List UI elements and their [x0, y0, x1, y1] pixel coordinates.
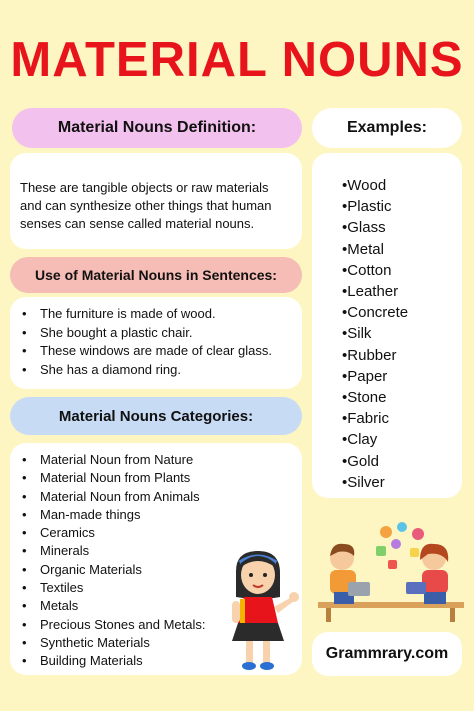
category-item: • Synthetic Materials: [18, 634, 294, 652]
use-item: • She bought a plastic chair.: [18, 324, 294, 343]
category-item: • Metals: [18, 597, 294, 615]
example-item: • Concrete: [342, 302, 462, 323]
category-item: • Material Noun from Animals: [18, 488, 294, 506]
definition-text: These are tangible objects or raw materials and can synthesize other things that human senses can sense called material nouns.: [20, 180, 272, 231]
category-item: • Building Materials: [18, 652, 294, 670]
use-item: • These windows are made of clear glass.: [18, 342, 294, 361]
category-item: • Ceramics: [18, 524, 294, 542]
girl-waving-illustration: [218, 545, 302, 673]
example-item: • Fabric: [342, 408, 462, 429]
example-item: • Rubber: [342, 345, 462, 366]
brand-name: Grammrary.com: [325, 645, 449, 662]
category-item: • Precious Stones and Metals:: [18, 616, 294, 634]
use-item: • She has a diamond ring.: [18, 361, 294, 380]
example-item: • Silver: [342, 472, 462, 493]
use-item: • The furniture is made of wood.: [18, 305, 294, 324]
example-item: • Stone: [342, 387, 462, 408]
example-item: • Silk: [342, 323, 462, 344]
use-heading: Use of Material Nouns in Sentences:: [10, 257, 302, 293]
example-item: • Cotton: [342, 260, 462, 281]
definition-heading: Material Nouns Definition:: [12, 108, 302, 148]
category-item: • Minerals: [18, 542, 294, 560]
example-item: • Glass: [342, 217, 462, 238]
category-item: • Man-made things: [18, 506, 294, 524]
example-item: • Gold: [342, 451, 462, 472]
page-title: MATERIAL NOUNS: [10, 33, 464, 87]
use-card: [10, 297, 302, 389]
example-item: • Wood: [342, 175, 462, 196]
category-item: • Material Noun from Plants: [18, 469, 294, 487]
example-item: • Clay: [342, 429, 462, 450]
examples-heading: Examples:: [312, 108, 462, 148]
categories-heading: Material Nouns Categories:: [10, 397, 302, 435]
category-item: • Organic Materials: [18, 561, 294, 579]
category-item: • Material Noun from Nature: [18, 451, 294, 469]
definition-card: [10, 153, 302, 249]
example-item: • Metal: [342, 239, 462, 260]
examples-card: [312, 153, 462, 498]
category-item: • Textiles: [18, 579, 294, 597]
example-item: • Paper: [342, 366, 462, 387]
kids-on-bench-with-laptop-illustration: [318, 522, 464, 622]
example-item: • Leather: [342, 281, 462, 302]
example-item: • Plastic: [342, 196, 462, 217]
brand-card: [312, 632, 462, 676]
